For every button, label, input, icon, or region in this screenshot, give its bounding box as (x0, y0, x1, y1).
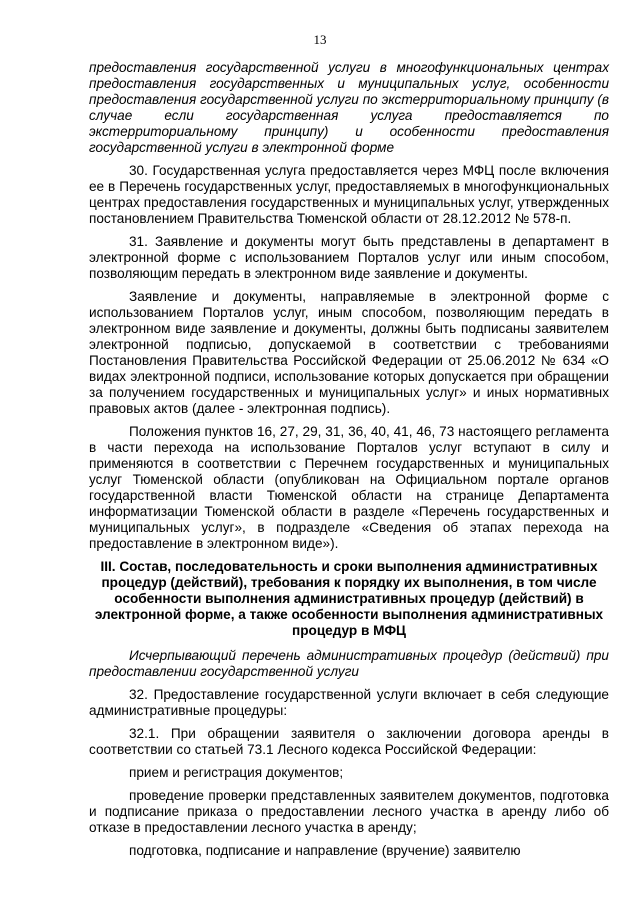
paragraph-signature: Заявление и документы, направляемые в электронной форме с использованием Порталов услуг, иным способом, позволяющим передать в электронном виде заявление и документы, должны быть подписаны заявителем электронной подписью, допускаемой в соответствии с требованиями Постановления Правительства Российской Федерации от 25.06.2012 № 634 «О видах электронной подписи, использование которых допускается при обращении за получением государственных и муниципальных услуг» и иных нормативных правовых актов (далее - электронная подпись). (89, 289, 609, 416)
paragraph-30: 30. Государственная услуга предоставляется через МФЦ после включения ее в Перечень государственных услуг, предоставляемых в многофункциональных центрах предоставления государственных и муниципальных услуг, утвержденных постановлением Правительства Тюменской области от 28.12.2012 № 578-п. (89, 163, 609, 226)
paragraph-31: 31. Заявление и документы могут быть представлены в департамент в электронной форме с использованием Порталов услуг или иным способом, позволяющим передать в электронном виде заявление и документы. (89, 234, 609, 281)
section-subheading: предоставления государственной услуги в многофункциональных центрах предоставления государственных и муниципальных услуг, особенности предоставления государственной услуги по экстерриториальному принципу (в случае если государственная услуга предоставляется по экстерриториальному принципу) и особенности предоставления государственной услуги в электронной форме (89, 60, 609, 155)
page-number: 13 (313, 32, 327, 47)
list-item-verification: проведение проверки представленных заявителем документов, подготовка и подписание приказа о предоставлении лесного участка в аренду либо об отказе в предоставлении лесного участка в аренду; (89, 788, 609, 835)
paragraph-32: 32. Предоставление государственной услуги включает в себя следующие административные процедуры: (89, 687, 609, 718)
section-iii-heading: III. Состав, последовательность и сроки выполнения административных процедур (действий), требования к порядку их выполнения, в том числе особенности выполнения административных процедур (действий) в электронной форме, а также особенности выполнения административных процедур в МФЦ (94, 559, 604, 638)
list-item-reception: прием и регистрация документов; (129, 765, 344, 780)
paragraph-provisions: Положения пунктов 16, 27, 29, 31, 36, 40, 41, 46, 73 настоящего регламента в части перехода на использование Порталов услуг вступают в силу и применяются в соответствии с Перечнем государственных и муниципальных услуг Тюменской области (опубликован на Официальном портале органов государственной власти Тюменской области на странице Департамента информатизации Тюменской области в разделе «Перечень государственных и муниципальных услуг», в подразделе «Сведения об этапах перехода на предоставление в электронном виде»). (89, 424, 609, 551)
procedures-list-subheading: Исчерпывающий перечень административных процедур (действий) при предоставлении государственной услуги (89, 648, 609, 679)
paragraph-32-1: 32.1. При обращении заявителя о заключении договора аренды в соответствии со статьей 73.1 Лесного кодекса Российской Федерации: (89, 726, 609, 757)
document-body (89, 60, 609, 866)
list-item-preparation: подготовка, подписание и направление (вручение) заявителю (129, 843, 521, 858)
